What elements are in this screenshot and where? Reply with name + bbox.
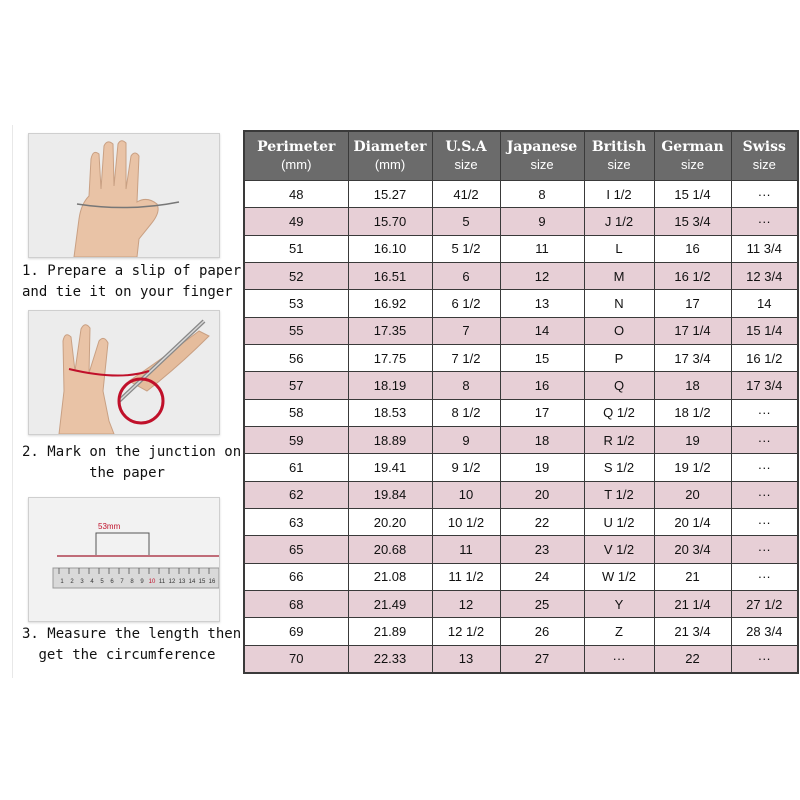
table-cell: 21 1/4: [654, 590, 731, 617]
table-cell: Q: [584, 372, 654, 399]
table-cell: 7 1/2: [432, 344, 500, 371]
ruler-number: 2: [70, 579, 74, 585]
left-divider: [12, 125, 13, 678]
table-row: [244, 454, 798, 481]
table-cell: 9: [432, 426, 500, 453]
table-cell: Q 1/2: [584, 399, 654, 426]
table-cell: 52: [244, 262, 348, 289]
ruler-number: 8: [130, 579, 134, 585]
table-cell: ···: [731, 426, 798, 453]
table-cell: 16.51: [348, 262, 432, 289]
ruler-number: 4: [90, 579, 94, 585]
table-cell: 16.92: [348, 290, 432, 317]
table-cell: 14: [500, 317, 584, 344]
table-cell: 17 1/4: [654, 317, 731, 344]
table-cell: 21: [654, 563, 731, 590]
table-cell: 17: [654, 290, 731, 317]
step-2-caption: [22, 442, 242, 484]
table-cell: 15 3/4: [654, 208, 731, 235]
table-cell: ···: [731, 454, 798, 481]
table-row: [244, 618, 798, 645]
table-cell: 13: [500, 290, 584, 317]
column-header-unit: size: [454, 157, 478, 172]
table-cell: U 1/2: [584, 508, 654, 535]
table-cell: 27: [500, 645, 584, 673]
table-row: [244, 399, 798, 426]
table-cell: S 1/2: [584, 454, 654, 481]
column-header-title: Perimeter: [257, 139, 336, 155]
table-cell: 5 1/2: [432, 235, 500, 262]
table-cell: 16: [654, 235, 731, 262]
table-cell: T 1/2: [584, 481, 654, 508]
table-cell: Y: [584, 590, 654, 617]
table-cell: 56: [244, 344, 348, 371]
table-cell: 20 3/4: [654, 536, 731, 563]
table-cell: 61: [244, 454, 348, 481]
column-header-german: [654, 131, 731, 181]
table-cell: 23: [500, 536, 584, 563]
column-header-perimeter: [244, 131, 348, 181]
column-header-british: [584, 131, 654, 181]
table-cell: 12: [500, 262, 584, 289]
table-cell: 11 3/4: [731, 235, 798, 262]
table-cell: ···: [584, 645, 654, 673]
table-cell: 20.68: [348, 536, 432, 563]
step-3-image-ruler: [28, 497, 220, 622]
table-cell: 21.08: [348, 563, 432, 590]
ruler-number: 15: [198, 579, 206, 585]
table-cell: 18.19: [348, 372, 432, 399]
table-cell: 17.35: [348, 317, 432, 344]
table-row: [244, 317, 798, 344]
ruler-number: 11: [158, 579, 166, 585]
step-3-caption: [22, 624, 242, 666]
table-cell: 14: [731, 290, 798, 317]
ruler-number: 14: [188, 579, 196, 585]
column-header-japanese: [500, 131, 584, 181]
table-row: [244, 590, 798, 617]
table-cell: 59: [244, 426, 348, 453]
table-cell: 12 1/2: [432, 618, 500, 645]
step-1-caption: [22, 261, 242, 303]
table-cell: 19.84: [348, 481, 432, 508]
table-row: [244, 290, 798, 317]
table-cell: 17 3/4: [654, 344, 731, 371]
table-cell: 7: [432, 317, 500, 344]
table-cell: 19: [654, 426, 731, 453]
table-row: [244, 262, 798, 289]
table-cell: 27 1/2: [731, 590, 798, 617]
step-2-caption-line-1: 2. Mark on the junction on: [22, 444, 242, 460]
table-cell: 11: [432, 536, 500, 563]
table-cell: 20.20: [348, 508, 432, 535]
table-cell: ···: [731, 508, 798, 535]
ruler-number: 5: [100, 579, 104, 585]
ruler-number: 1: [60, 579, 64, 585]
table-cell: 28 3/4: [731, 618, 798, 645]
table-cell: 17: [500, 399, 584, 426]
table-cell: ···: [731, 563, 798, 590]
table-cell: 49: [244, 208, 348, 235]
table-cell: I 1/2: [584, 181, 654, 208]
table-row: [244, 181, 798, 208]
table-cell: 48: [244, 181, 348, 208]
table-cell: 22.33: [348, 645, 432, 673]
table-cell: 18.89: [348, 426, 432, 453]
ring-size-table: [243, 130, 799, 674]
table-cell: 68: [244, 590, 348, 617]
table-cell: 15.70: [348, 208, 432, 235]
table-cell: ···: [731, 536, 798, 563]
ruler-number: 7: [120, 579, 124, 585]
table-cell: 15 1/4: [731, 317, 798, 344]
column-header-title: Swiss: [742, 139, 786, 155]
table-cell: 20: [500, 481, 584, 508]
ruler-number: 12: [168, 579, 176, 585]
table-cell: 12 3/4: [731, 262, 798, 289]
table-cell: 6: [432, 262, 500, 289]
table-cell: 53: [244, 290, 348, 317]
table-cell: 65: [244, 536, 348, 563]
table-cell: 63: [244, 508, 348, 535]
ruler-number: 9: [140, 579, 144, 585]
table-row: [244, 645, 798, 673]
table-cell: 18 1/2: [654, 399, 731, 426]
table-cell: 18.53: [348, 399, 432, 426]
table-cell: 15 1/4: [654, 181, 731, 208]
table-cell: 21.49: [348, 590, 432, 617]
table-cell: 21 3/4: [654, 618, 731, 645]
table-cell: 10: [432, 481, 500, 508]
table-cell: 15.27: [348, 181, 432, 208]
table-cell: 51: [244, 235, 348, 262]
step-1-image-hand-paper-slip: [28, 133, 220, 258]
table-cell: M: [584, 262, 654, 289]
table-cell: 13: [432, 645, 500, 673]
table-cell: 8 1/2: [432, 399, 500, 426]
table-cell: Z: [584, 618, 654, 645]
step-2-image-hand-pen-marking: [28, 310, 220, 435]
step-2-caption-line-2: the paper: [89, 465, 165, 481]
table-row: [244, 508, 798, 535]
column-header-unit: size: [752, 157, 776, 172]
table-cell: 20 1/4: [654, 508, 731, 535]
table-cell: ···: [731, 645, 798, 673]
table-cell: P: [584, 344, 654, 371]
table-cell: 16 1/2: [731, 344, 798, 371]
table-cell: 18: [500, 426, 584, 453]
ruler-number: 6: [110, 579, 114, 585]
table-cell: 70: [244, 645, 348, 673]
step-3-caption-line-1: 3. Measure the length then: [22, 626, 242, 642]
table-cell: O: [584, 317, 654, 344]
column-header-title: U.S.A: [445, 139, 487, 155]
table-cell: ···: [731, 481, 798, 508]
table-cell: 58: [244, 399, 348, 426]
table-cell: 10 1/2: [432, 508, 500, 535]
table-cell: 9: [500, 208, 584, 235]
table-cell: 17 3/4: [731, 372, 798, 399]
table-cell: 16.10: [348, 235, 432, 262]
table-cell: 18: [654, 372, 731, 399]
table-row: [244, 563, 798, 590]
table-cell: 22: [500, 508, 584, 535]
table-cell: 6 1/2: [432, 290, 500, 317]
table-cell: 11 1/2: [432, 563, 500, 590]
table-cell: 22: [654, 645, 731, 673]
column-header-unit: size: [607, 157, 631, 172]
column-header-title: British: [591, 139, 647, 155]
ruler-measure-label: 53mm: [98, 522, 121, 531]
table-cell: V 1/2: [584, 536, 654, 563]
table-cell: 5: [432, 208, 500, 235]
column-header-unit: size: [530, 157, 554, 172]
table-cell: J 1/2: [584, 208, 654, 235]
table-cell: R 1/2: [584, 426, 654, 453]
table-cell: 12: [432, 590, 500, 617]
table-row: [244, 372, 798, 399]
table-cell: 15: [500, 344, 584, 371]
table-cell: 11: [500, 235, 584, 262]
table-cell: 16 1/2: [654, 262, 731, 289]
table-cell: 21.89: [348, 618, 432, 645]
table-header-row: [244, 131, 798, 181]
table-cell: 17.75: [348, 344, 432, 371]
table-row: [244, 426, 798, 453]
table-cell: 57: [244, 372, 348, 399]
table-cell: 69: [244, 618, 348, 645]
ruler-number: 16: [208, 579, 216, 585]
step-1-caption-line-1: 1. Prepare a slip of paper: [22, 263, 242, 279]
table-row: [244, 536, 798, 563]
table-cell: 19 1/2: [654, 454, 731, 481]
table-cell: W 1/2: [584, 563, 654, 590]
step-3-caption-line-2: get the circumference: [38, 647, 216, 663]
table-cell: 62: [244, 481, 348, 508]
table-cell: ···: [731, 399, 798, 426]
column-header-swiss: [731, 131, 798, 181]
table-cell: 66: [244, 563, 348, 590]
column-header-title: Diameter: [353, 139, 427, 155]
table-cell: 8: [432, 372, 500, 399]
column-header-usa: [432, 131, 500, 181]
table-cell: 24: [500, 563, 584, 590]
column-header-diameter: [348, 131, 432, 181]
column-header-unit: (mm): [374, 157, 406, 172]
table-cell: L: [584, 235, 654, 262]
ruler-number: 3: [80, 579, 84, 585]
table-cell: 26: [500, 618, 584, 645]
table-cell: ···: [731, 181, 798, 208]
ruler-number: 10: [148, 579, 156, 585]
table-row: [244, 481, 798, 508]
step-1-caption-line-2: and tie it on your finger: [22, 284, 233, 300]
column-header-title: German: [661, 139, 724, 155]
table-cell: 16: [500, 372, 584, 399]
table-cell: 41/2: [432, 181, 500, 208]
table-row: [244, 208, 798, 235]
table-cell: 8: [500, 181, 584, 208]
table-cell: 20: [654, 481, 731, 508]
table-cell: 19: [500, 454, 584, 481]
table-cell: 55: [244, 317, 348, 344]
column-header-title: Japanese: [506, 139, 578, 155]
ruler-number: 13: [178, 579, 186, 585]
table-cell: 9 1/2: [432, 454, 500, 481]
table-cell: N: [584, 290, 654, 317]
table-row: [244, 235, 798, 262]
table-cell: ···: [731, 208, 798, 235]
table-row: [244, 344, 798, 371]
column-header-unit: (mm): [281, 157, 312, 172]
column-header-unit: size: [680, 157, 705, 172]
table-cell: 19.41: [348, 454, 432, 481]
table-cell: 25: [500, 590, 584, 617]
